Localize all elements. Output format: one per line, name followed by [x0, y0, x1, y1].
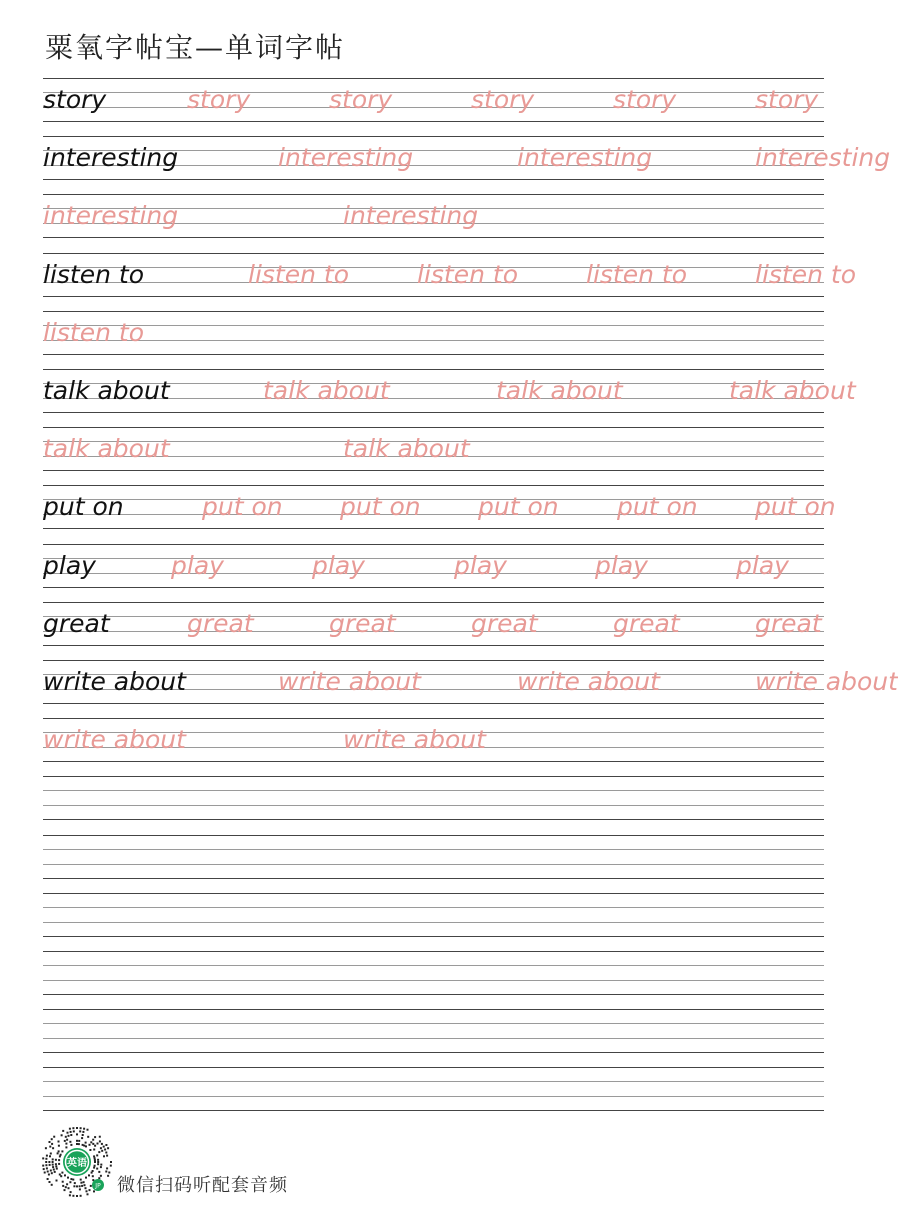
- qr-module: [94, 1161, 96, 1163]
- qr-module: [103, 1146, 105, 1148]
- trace-word: great: [613, 609, 680, 638]
- qr-module: [89, 1149, 91, 1151]
- qr-module: [51, 1138, 53, 1140]
- trace-word: great: [329, 609, 396, 638]
- trace-word: talk about: [729, 376, 856, 405]
- rule-line: [43, 835, 824, 836]
- model-word: play: [43, 551, 96, 580]
- qr-module: [66, 1183, 68, 1185]
- qr-module: [43, 1168, 45, 1170]
- trace-word: story: [755, 85, 819, 114]
- qr-module: [55, 1159, 57, 1161]
- qr-module: [49, 1155, 51, 1157]
- qr-module: [70, 1178, 72, 1180]
- trace-word: put on: [755, 492, 836, 521]
- qr-badge-label: 英语: [67, 1158, 87, 1169]
- rule-line: [43, 936, 824, 937]
- qr-module: [53, 1169, 55, 1171]
- qr-module: [100, 1175, 102, 1177]
- qr-module: [66, 1139, 68, 1141]
- model-word: story: [43, 85, 107, 114]
- word-row: [43, 78, 824, 122]
- word-row: [43, 485, 836, 529]
- qr-module: [61, 1172, 63, 1174]
- page-title: 粟氧字帖宝—单词字帖: [45, 31, 346, 64]
- word-row: [43, 253, 856, 297]
- rule-line: [43, 980, 824, 981]
- qr-module: [60, 1154, 62, 1156]
- trace-word: interesting: [43, 201, 179, 230]
- trace-word: write about: [43, 725, 186, 754]
- qr-module: [76, 1195, 78, 1197]
- model-word: listen to: [43, 260, 144, 289]
- qr-module: [105, 1171, 107, 1173]
- rule-line: [43, 1067, 824, 1068]
- qr-module: [80, 1127, 82, 1129]
- qr-module: [97, 1143, 99, 1145]
- qr-module: [87, 1193, 89, 1195]
- qr-module: [49, 1146, 51, 1148]
- rule-line: [43, 1038, 824, 1039]
- qr-module: [44, 1172, 46, 1174]
- qr-module: [55, 1165, 57, 1167]
- qr-module: [107, 1147, 109, 1149]
- qr-module: [51, 1184, 53, 1186]
- qr-module: [76, 1127, 78, 1129]
- qr-module: [82, 1144, 84, 1146]
- ruled-band: [43, 835, 824, 879]
- qr-module: [65, 1186, 67, 1188]
- qr-module: [96, 1154, 98, 1156]
- qr-module: [108, 1172, 110, 1174]
- qr-corner-label: JP: [95, 1182, 101, 1190]
- qr-module: [83, 1128, 85, 1130]
- rule-line: [43, 1110, 824, 1111]
- qr-module: [103, 1155, 105, 1157]
- rule-line: [43, 922, 824, 923]
- qr-module: [65, 1146, 67, 1148]
- qr-module: [101, 1143, 103, 1145]
- rule-line: [43, 1009, 824, 1010]
- qr-module: [58, 1145, 60, 1147]
- word-row: [43, 427, 824, 471]
- rule-line: [43, 1081, 824, 1082]
- qr-module: [58, 1141, 60, 1143]
- qr-module: [105, 1152, 107, 1154]
- qr-module: [67, 1177, 69, 1179]
- qr-module: [93, 1155, 95, 1157]
- qr-module: [51, 1143, 53, 1145]
- qr-module: [70, 1131, 72, 1133]
- footer: [40, 1125, 360, 1205]
- trace-word: play: [595, 551, 648, 580]
- qr-module: [90, 1185, 92, 1187]
- qr-module: [94, 1165, 96, 1167]
- trace-word: talk about: [263, 376, 390, 405]
- trace-word: put on: [478, 492, 559, 521]
- qr-module: [76, 1143, 78, 1145]
- word-row: [43, 660, 898, 704]
- qr-module: [70, 1191, 72, 1193]
- qr-module: [79, 1130, 81, 1132]
- audio-caption: 微信扫码听配套音频: [117, 1175, 288, 1196]
- rule-line: [43, 893, 824, 894]
- qr-module: [99, 1136, 101, 1138]
- qr-module: [94, 1159, 96, 1161]
- rule-line: [43, 776, 824, 777]
- qr-module: [70, 1134, 72, 1136]
- qr-module: [62, 1185, 64, 1187]
- rule-line: [43, 994, 824, 995]
- trace-word: story: [471, 85, 535, 114]
- qr-module: [62, 1181, 64, 1183]
- qr-module: [58, 1159, 60, 1161]
- qr-module: [100, 1166, 102, 1168]
- qr-module: [89, 1189, 91, 1191]
- qr-module: [68, 1135, 70, 1137]
- qr-module: [48, 1161, 50, 1163]
- qr-module: [110, 1161, 112, 1163]
- qr-module: [91, 1172, 93, 1174]
- qr-module: [80, 1179, 82, 1181]
- trace-word: play: [312, 551, 365, 580]
- trace-word: interesting: [517, 143, 653, 172]
- qr-module: [69, 1194, 71, 1196]
- qr-module: [80, 1182, 82, 1184]
- qr-module: [81, 1137, 83, 1139]
- qr-module: [80, 1195, 82, 1197]
- model-word: interesting: [43, 143, 179, 172]
- rule-line: [43, 819, 824, 820]
- model-word: great: [43, 609, 110, 638]
- qr-module: [70, 1144, 72, 1146]
- qr-module: [85, 1187, 87, 1189]
- trace-word: listen to: [755, 260, 856, 289]
- qr-module: [88, 1174, 90, 1176]
- trace-word: put on: [202, 492, 283, 521]
- trace-word: put on: [617, 492, 698, 521]
- trace-word: interesting: [343, 201, 479, 230]
- qr-module: [73, 1185, 75, 1187]
- qr-module: [58, 1150, 60, 1152]
- qr-module: [96, 1168, 98, 1170]
- qr-module: [84, 1184, 86, 1186]
- word-row: [43, 369, 856, 413]
- qr-module: [52, 1164, 54, 1166]
- qr-module: [94, 1136, 96, 1138]
- qr-module: [104, 1149, 106, 1151]
- qr-module: [93, 1190, 95, 1192]
- qr-module: [53, 1136, 55, 1138]
- qr-module: [76, 1185, 78, 1187]
- qr-module: [90, 1141, 92, 1143]
- trace-word: talk about: [43, 434, 170, 463]
- trace-word: interesting: [278, 143, 414, 172]
- qr-module: [106, 1155, 108, 1157]
- qr-module: [73, 1130, 75, 1132]
- qr-module: [51, 1172, 53, 1174]
- word-row: [43, 136, 891, 180]
- qr-module: [76, 1133, 78, 1135]
- trace-word: great: [187, 609, 254, 638]
- trace-word: interesting: [755, 143, 891, 172]
- qr-module: [78, 1140, 80, 1142]
- qr-module: [79, 1185, 81, 1187]
- model-word: talk about: [43, 376, 170, 405]
- trace-word: listen to: [43, 318, 144, 347]
- qr-module: [72, 1179, 74, 1181]
- qr-module: [98, 1151, 100, 1153]
- trace-word: listen to: [586, 260, 687, 289]
- trace-word: listen to: [417, 260, 518, 289]
- rule-line: [43, 1096, 824, 1097]
- word-row: [43, 544, 824, 588]
- rule-line: [43, 790, 824, 791]
- qr-module: [106, 1167, 108, 1169]
- qr-module: [72, 1195, 74, 1197]
- qr-module: [47, 1178, 49, 1180]
- model-word: put on: [43, 492, 124, 521]
- qr-module: [92, 1139, 94, 1141]
- qr-module: [64, 1140, 66, 1142]
- qr-module: [50, 1170, 52, 1172]
- rule-line: [43, 907, 824, 908]
- qr-module: [74, 1182, 76, 1184]
- practice-sheet: [43, 78, 898, 1118]
- qr-module: [64, 1189, 66, 1191]
- qr-module: [87, 1136, 89, 1138]
- qr-module: [61, 1150, 63, 1152]
- qr-module: [69, 1141, 71, 1143]
- qr-module: [79, 1188, 81, 1190]
- rule-line: [43, 878, 824, 879]
- word-row: [43, 311, 824, 355]
- word-row: [43, 194, 824, 238]
- trace-word: listen to: [248, 260, 349, 289]
- qr-module: [50, 1153, 52, 1155]
- word-row: [43, 718, 824, 762]
- qr-module: [87, 1129, 89, 1131]
- qr-module: [85, 1145, 87, 1147]
- qr-module: [59, 1155, 61, 1157]
- ruled-band: [43, 893, 824, 937]
- trace-word: write about: [755, 667, 898, 696]
- trace-word: great: [755, 609, 822, 638]
- qr-module: [107, 1175, 109, 1177]
- trace-word: write about: [517, 667, 660, 696]
- qr-module: [49, 1164, 51, 1166]
- trace-word: story: [187, 85, 251, 114]
- qr-module: [76, 1140, 78, 1142]
- qr-module: [45, 1158, 47, 1160]
- qr-module: [68, 1187, 70, 1189]
- qr-module: [69, 1128, 71, 1130]
- trace-word: talk about: [496, 376, 623, 405]
- qr-module: [69, 1181, 71, 1183]
- model-word: write about: [43, 667, 186, 696]
- qr-module: [97, 1161, 99, 1163]
- qr-module: [81, 1185, 83, 1187]
- qr-module: [101, 1150, 103, 1152]
- trace-word: write about: [343, 725, 486, 754]
- qr-module: [65, 1143, 67, 1145]
- qr-module: [82, 1131, 84, 1133]
- qr-module: [93, 1167, 95, 1169]
- qr-module: [72, 1127, 74, 1129]
- qr-module: [85, 1177, 87, 1179]
- qr-module: [46, 1155, 48, 1157]
- qr-module: [52, 1158, 54, 1160]
- qr-module: [94, 1157, 96, 1159]
- qr-module: [45, 1147, 47, 1149]
- qr-module: [92, 1143, 94, 1145]
- qr-module: [86, 1190, 88, 1192]
- qr-module: [98, 1171, 100, 1173]
- qr-code-icon[interactable]: [40, 1125, 114, 1199]
- qr-module: [97, 1159, 99, 1161]
- qr-module: [52, 1166, 54, 1168]
- rule-line: [43, 1052, 824, 1053]
- qr-module: [105, 1144, 107, 1146]
- qr-module: [48, 1174, 50, 1176]
- trace-word: play: [454, 551, 507, 580]
- qr-module: [59, 1174, 61, 1176]
- qr-module: [45, 1161, 47, 1163]
- rule-line: [43, 849, 824, 850]
- rule-line: [43, 1023, 824, 1024]
- qr-module: [100, 1164, 102, 1166]
- trace-word: put on: [340, 492, 421, 521]
- qr-module: [52, 1161, 54, 1163]
- qr-module: [83, 1181, 85, 1183]
- qr-module: [110, 1165, 112, 1167]
- qr-module: [42, 1157, 44, 1159]
- rule-line: [43, 805, 824, 806]
- ruled-band: [43, 951, 824, 995]
- trace-word: story: [613, 85, 677, 114]
- rule-line: [43, 864, 824, 865]
- qr-module: [97, 1163, 99, 1165]
- qr-module: [92, 1175, 94, 1177]
- trace-word: play: [171, 551, 224, 580]
- qr-module: [49, 1181, 51, 1183]
- qr-module: [62, 1130, 64, 1132]
- qr-module: [49, 1141, 51, 1143]
- qr-module: [58, 1163, 60, 1165]
- qr-module: [57, 1152, 59, 1154]
- qr-module: [67, 1132, 69, 1134]
- qr-module: [85, 1142, 87, 1144]
- qr-module: [46, 1167, 48, 1169]
- qr-module: [64, 1174, 66, 1176]
- word-row: [43, 602, 824, 646]
- qr-module: [94, 1145, 96, 1147]
- qr-module: [99, 1140, 101, 1142]
- ruled-band: [43, 776, 824, 820]
- qr-module: [89, 1144, 91, 1146]
- qr-module: [54, 1171, 56, 1173]
- ruled-band: [43, 1009, 824, 1053]
- qr-module: [93, 1149, 95, 1151]
- trace-word: great: [471, 609, 538, 638]
- trace-word: write about: [278, 667, 421, 696]
- qr-module: [98, 1177, 100, 1179]
- qr-module: [56, 1180, 58, 1182]
- qr-module: [52, 1147, 54, 1149]
- trace-word: story: [329, 85, 393, 114]
- qr-module: [42, 1165, 44, 1167]
- rule-line: [43, 965, 824, 966]
- ruled-band: [43, 1067, 824, 1111]
- qr-module: [82, 1134, 84, 1136]
- trace-word: talk about: [343, 434, 470, 463]
- qr-module: [61, 1134, 63, 1136]
- trace-word: play: [736, 551, 789, 580]
- qr-module: [65, 1136, 67, 1138]
- qr-module: [47, 1171, 49, 1173]
- qr-module: [45, 1164, 47, 1166]
- qr-module: [100, 1147, 102, 1149]
- rule-line: [43, 951, 824, 952]
- qr-module: [78, 1143, 80, 1145]
- qr-module: [56, 1168, 58, 1170]
- qr-module: [55, 1163, 57, 1165]
